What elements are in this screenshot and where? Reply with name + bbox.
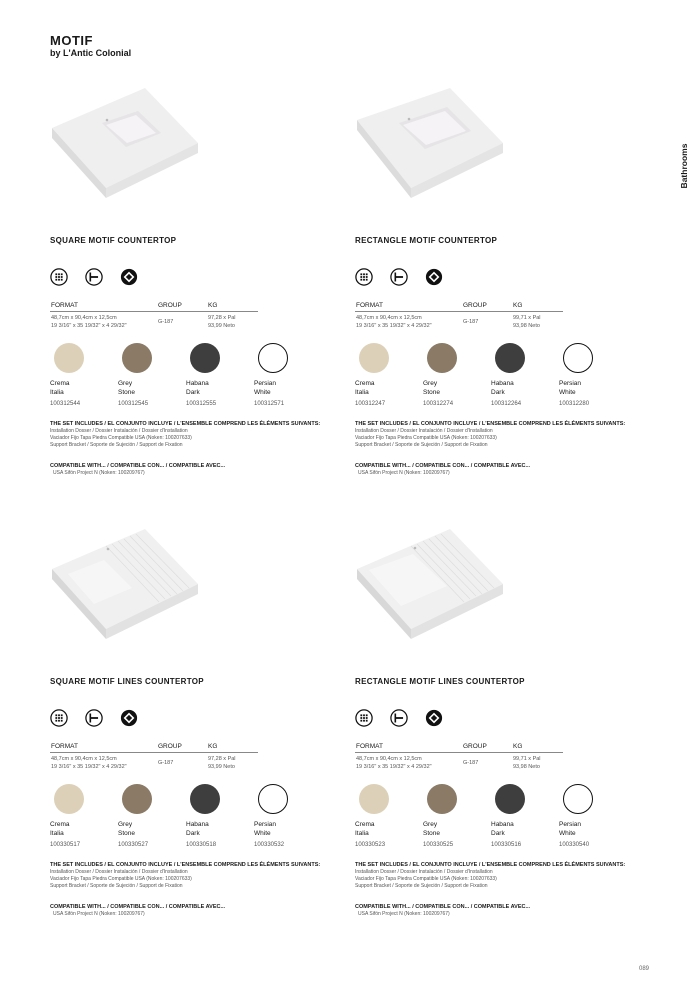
swatch-color — [427, 343, 457, 373]
swatch-habana[interactable] — [186, 343, 246, 407]
swatch-name-1: Grey — [423, 821, 438, 828]
swatch-name-1: Habana — [491, 380, 514, 387]
swatch-color — [54, 784, 84, 814]
feature-icons — [50, 268, 138, 286]
swatch-name-2: Dark — [186, 830, 200, 837]
swatch-crema[interactable] — [50, 784, 110, 848]
swatch-name-1: Crema — [50, 821, 70, 828]
format-metric: 48,7cm x 90,4cm x 12,5cm — [356, 315, 422, 321]
swatch-persian[interactable] — [559, 343, 619, 407]
product-image — [355, 526, 505, 641]
swatch-color — [258, 343, 288, 373]
set-includes — [355, 861, 645, 918]
product-title: SQUARE MOTIF COUNTERTOP — [50, 236, 177, 245]
swatch-color — [122, 784, 152, 814]
countertop-diamond-icon — [425, 709, 443, 727]
swatch-name-1: Habana — [186, 380, 209, 387]
swatch-color — [495, 784, 525, 814]
swatch-name-2: Stone — [118, 830, 135, 837]
group-value: G-187 — [158, 760, 174, 766]
includes-line: Installation Dosser / Dossier Instalación / Dossier d'Installation — [50, 428, 188, 434]
swatch-name-2: Dark — [186, 389, 200, 396]
swatch-crema[interactable] — [355, 784, 415, 848]
swatch-name-2: White — [559, 830, 576, 837]
swatch-name-2: Dark — [491, 830, 505, 837]
countertop-diamond-icon — [120, 268, 138, 286]
swatch-persian[interactable] — [254, 784, 314, 848]
swatch-color — [359, 784, 389, 814]
includes-line: Vaciador Fijo Tapa Piedra Compatible USA (Noken: 100207633) — [355, 876, 497, 882]
grid-material-icon — [355, 268, 373, 286]
group-header: GROUP — [463, 743, 487, 750]
compatible-heading: COMPATIBLE WITH... / COMPATIBLE CON... / COMPATIBLE AVEC... — [50, 463, 226, 469]
swatch-color — [495, 343, 525, 373]
wall-mount-icon — [390, 709, 408, 727]
swatch-code: 100312571 — [254, 401, 285, 407]
format-imperial: 19 3/16" x 35 19/32" x 4 29/32" — [356, 323, 432, 329]
group-value: G-187 — [463, 760, 479, 766]
swatch-name-2: White — [254, 830, 271, 837]
swatch-name-2: Italia — [355, 830, 369, 837]
swatch-name-2: Stone — [118, 389, 135, 396]
swatch-name-1: Persian — [254, 821, 277, 828]
includes-line: Installation Dosser / Dossier Instalación / Dossier d'Installation — [50, 869, 188, 875]
swatch-grey-stone[interactable] — [118, 343, 178, 407]
color-swatches — [355, 784, 635, 854]
swatch-code: 100312247 — [355, 401, 386, 407]
grid-material-icon — [50, 709, 68, 727]
swatch-name-2: Dark — [491, 389, 505, 396]
wall-mount-icon — [390, 268, 408, 286]
group-value: G-187 — [158, 319, 174, 325]
swatch-color — [122, 343, 152, 373]
kg-header: KG — [513, 743, 523, 750]
kg-header: KG — [208, 302, 218, 309]
format-header: FORMAT — [356, 302, 383, 309]
swatch-color — [190, 784, 220, 814]
countertop-diamond-icon — [425, 268, 443, 286]
swatch-habana[interactable] — [491, 343, 551, 407]
includes-line: Vaciador Fijo Tapa Piedra Compatible USA (Noken: 100207633) — [50, 876, 192, 882]
format-metric: 48,7cm x 90,4cm x 12,5cm — [51, 756, 117, 762]
group-header: GROUP — [463, 302, 487, 309]
includes-heading: THE SET INCLUDES / EL CONJUNTO INCLUYE / L'ENSEMBLE COMPREND LES ÉLÉMENTS SUIVANTS: — [50, 421, 321, 427]
swatch-code: 100312545 — [118, 401, 149, 407]
swatch-name-1: Persian — [254, 380, 277, 387]
kg-net: 93,99 Neto — [208, 323, 235, 329]
kg-header: KG — [208, 743, 218, 750]
swatch-color — [427, 784, 457, 814]
swatch-code: 100312264 — [491, 401, 522, 407]
swatch-code: 100312274 — [423, 401, 454, 407]
swatch-code: 100312544 — [50, 401, 81, 407]
includes-heading: THE SET INCLUDES / EL CONJUNTO INCLUYE / L'ENSEMBLE COMPREND LES ÉLÉMENTS SUIVANTS: — [355, 862, 626, 868]
swatch-crema[interactable] — [50, 343, 110, 407]
product-title: SQUARE MOTIF LINES COUNTERTOP — [50, 677, 204, 686]
kg-pallet: 99,71 x Pal — [513, 756, 541, 762]
section-side-label: Bathrooms — [679, 143, 689, 189]
compatible-line: USA Sifón Project N (Noken: 100209767) — [53, 470, 145, 476]
feature-icons — [50, 709, 138, 727]
grid-material-icon — [50, 268, 68, 286]
swatch-code: 100312555 — [186, 401, 217, 407]
collection-subtitle: by L'Antic Colonial — [50, 48, 132, 58]
swatch-name-1: Crema — [355, 380, 375, 387]
format-imperial: 19 3/16" x 35 19/32" x 4 29/32" — [51, 764, 127, 770]
product-image — [50, 85, 200, 200]
spec-table — [355, 302, 563, 334]
swatch-color — [190, 343, 220, 373]
swatch-persian[interactable] — [254, 343, 314, 407]
color-swatches — [355, 343, 635, 413]
compatible-line: USA Sifón Project N (Noken: 100209767) — [358, 911, 450, 917]
kg-pallet: 97,28 x Pal — [208, 315, 236, 321]
swatch-habana[interactable] — [186, 784, 246, 848]
swatch-name-1: Habana — [491, 821, 514, 828]
wall-mount-icon — [85, 709, 103, 727]
spec-table — [50, 743, 258, 775]
swatch-name-1: Crema — [355, 821, 375, 828]
swatch-name-2: White — [559, 389, 576, 396]
swatch-name-1: Crema — [50, 380, 70, 387]
swatch-code: 100330518 — [186, 842, 217, 848]
swatch-code: 100312280 — [559, 401, 590, 407]
swatch-color — [563, 343, 593, 373]
swatch-name-2: Italia — [50, 389, 64, 396]
format-imperial: 19 3/16" x 35 19/32" x 4 29/32" — [356, 764, 432, 770]
countertop-diamond-icon — [120, 709, 138, 727]
compatible-line: USA Sifón Project N (Noken: 100209767) — [53, 911, 145, 917]
swatch-code: 100330525 — [423, 842, 454, 848]
includes-line: Support Bracket / Soporte de Sujeción / Support de Fixation — [50, 442, 183, 448]
includes-line: Support Bracket / Soporte de Sujeción / Support de Fixation — [355, 883, 488, 889]
product-image — [355, 85, 505, 200]
wall-mount-icon — [85, 268, 103, 286]
swatch-code: 100330527 — [118, 842, 149, 848]
set-includes — [50, 420, 340, 477]
swatch-name-2: Stone — [423, 830, 440, 837]
product-title: RECTANGLE MOTIF COUNTERTOP — [355, 236, 498, 245]
swatch-code: 100330517 — [50, 842, 81, 848]
group-value: G-187 — [463, 319, 479, 325]
swatch-name-2: Italia — [50, 830, 64, 837]
includes-line: Support Bracket / Soporte de Sujeción / Support de Fixation — [355, 442, 488, 448]
swatch-persian[interactable] — [559, 784, 619, 848]
compatible-heading: COMPATIBLE WITH... / COMPATIBLE CON... / COMPATIBLE AVEC... — [355, 904, 531, 910]
swatch-name-2: Stone — [423, 389, 440, 396]
swatch-name-1: Grey — [423, 380, 438, 387]
kg-net: 93,98 Neto — [513, 764, 540, 770]
includes-line: Installation Dosser / Dossier Instalación / Dossier d'Installation — [355, 428, 493, 434]
product-title: RECTANGLE MOTIF LINES COUNTERTOP — [355, 677, 525, 686]
swatch-name-2: White — [254, 389, 271, 396]
kg-pallet: 99,71 x Pal — [513, 315, 541, 321]
format-header: FORMAT — [356, 743, 383, 750]
includes-line: Vaciador Fijo Tapa Piedra Compatible USA (Noken: 100207633) — [50, 435, 192, 441]
spec-table — [355, 743, 563, 775]
brand-header — [50, 33, 131, 59]
page-number: 089 — [639, 966, 650, 972]
kg-header: KG — [513, 302, 523, 309]
swatch-name-1: Persian — [559, 380, 582, 387]
format-imperial: 19 3/16" x 35 19/32" x 4 29/32" — [51, 323, 127, 329]
feature-icons — [355, 268, 443, 286]
swatch-color — [563, 784, 593, 814]
spec-table — [50, 302, 258, 334]
swatch-code: 100330523 — [355, 842, 386, 848]
swatch-name-1: Grey — [118, 821, 133, 828]
swatch-code: 100330540 — [559, 842, 590, 848]
set-includes — [355, 420, 645, 477]
swatch-name-1: Persian — [559, 821, 582, 828]
swatch-name-1: Habana — [186, 821, 209, 828]
compatible-heading: COMPATIBLE WITH... / COMPATIBLE CON... / COMPATIBLE AVEC... — [355, 463, 531, 469]
includes-line: Support Bracket / Soporte de Sujeción / Support de Fixation — [50, 883, 183, 889]
compatible-heading: COMPATIBLE WITH... / COMPATIBLE CON... / COMPATIBLE AVEC... — [50, 904, 226, 910]
feature-icons — [355, 709, 443, 727]
includes-line: Vaciador Fijo Tapa Piedra Compatible USA (Noken: 100207633) — [355, 435, 497, 441]
format-header: FORMAT — [51, 302, 78, 309]
set-includes — [50, 861, 340, 918]
format-metric: 48,7cm x 90,4cm x 12,5cm — [51, 315, 117, 321]
swatch-color — [258, 784, 288, 814]
swatch-code: 100330532 — [254, 842, 285, 848]
swatch-color — [359, 343, 389, 373]
color-swatches — [50, 343, 330, 413]
swatch-habana[interactable] — [491, 784, 551, 848]
swatch-color — [54, 343, 84, 373]
swatch-code: 100330516 — [491, 842, 522, 848]
group-header: GROUP — [158, 743, 182, 750]
grid-material-icon — [355, 709, 373, 727]
compatible-line: USA Sifón Project N (Noken: 100209767) — [358, 470, 450, 476]
color-swatches — [50, 784, 330, 854]
swatch-crema[interactable] — [355, 343, 415, 407]
group-header: GROUP — [158, 302, 182, 309]
swatch-grey-stone[interactable] — [118, 784, 178, 848]
format-metric: 48,7cm x 90,4cm x 12,5cm — [356, 756, 422, 762]
swatch-name-2: Italia — [355, 389, 369, 396]
format-header: FORMAT — [51, 743, 78, 750]
kg-net: 93,99 Neto — [208, 764, 235, 770]
swatch-grey-stone[interactable] — [423, 343, 483, 407]
includes-line: Installation Dosser / Dossier Instalación / Dossier d'Installation — [355, 869, 493, 875]
includes-heading: THE SET INCLUDES / EL CONJUNTO INCLUYE / L'ENSEMBLE COMPREND LES ÉLÉMENTS SUIVANTS: — [355, 421, 626, 427]
kg-net: 93,98 Neto — [513, 323, 540, 329]
swatch-name-1: Grey — [118, 380, 133, 387]
kg-pallet: 97,28 x Pal — [208, 756, 236, 762]
collection-title: MOTIF — [50, 33, 93, 48]
product-image — [50, 526, 200, 641]
swatch-grey-stone[interactable] — [423, 784, 483, 848]
includes-heading: THE SET INCLUDES / EL CONJUNTO INCLUYE / L'ENSEMBLE COMPREND LES ÉLÉMENTS SUIVANTS: — [50, 862, 321, 868]
